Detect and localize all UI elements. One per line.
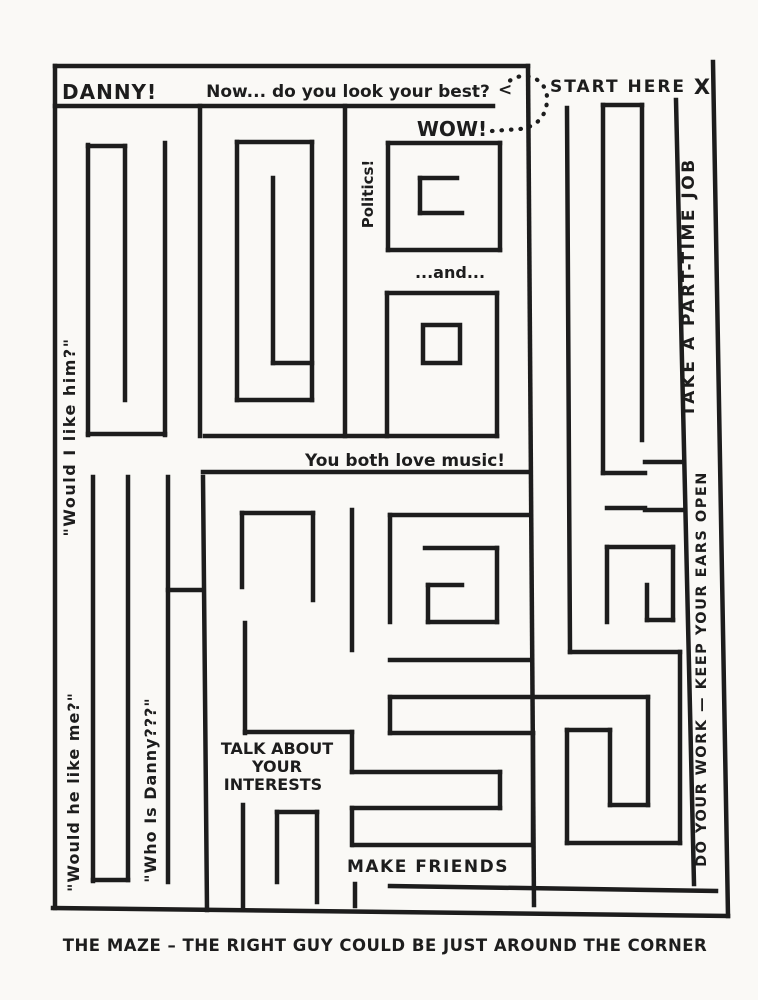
make-friends-label: MAKE FRIENDS: [346, 857, 510, 877]
maze-labels: [60, 75, 710, 955]
talk-about-line2: YOUR: [252, 757, 302, 776]
arrow-glyph: <: [498, 80, 513, 100]
wow-label: WOW!: [416, 117, 488, 141]
do-your-work-label: DO YOUR WORK — KEEP YOUR EARS OPEN: [694, 471, 710, 867]
would-he-like-me-label: "Would he like me?": [64, 692, 83, 892]
politics-label: Politics!: [359, 159, 377, 229]
who-is-danny-label: "Who Is Danny???": [141, 697, 160, 883]
take-part-time-job-label: TAKE A PART-TIME JOB: [679, 157, 699, 417]
music-label: You both love music!: [304, 451, 506, 471]
caption: THE MAZE – THE RIGHT GUY COULD BE JUST AROUND THE CORNER: [62, 936, 708, 955]
talk-about-line3: INTERESTS: [223, 775, 323, 794]
danny-label: DANNY!: [62, 80, 158, 104]
and-label: ...and...: [414, 263, 486, 282]
top-question-label: Now... do you look your best?: [206, 82, 490, 102]
talk-about-line1: TALK ABOUT: [220, 739, 334, 758]
start-here-label: START HERE: [549, 77, 687, 97]
would-i-like-him-label: "Would I like him?": [60, 337, 79, 537]
start-x-mark: X: [693, 75, 711, 99]
